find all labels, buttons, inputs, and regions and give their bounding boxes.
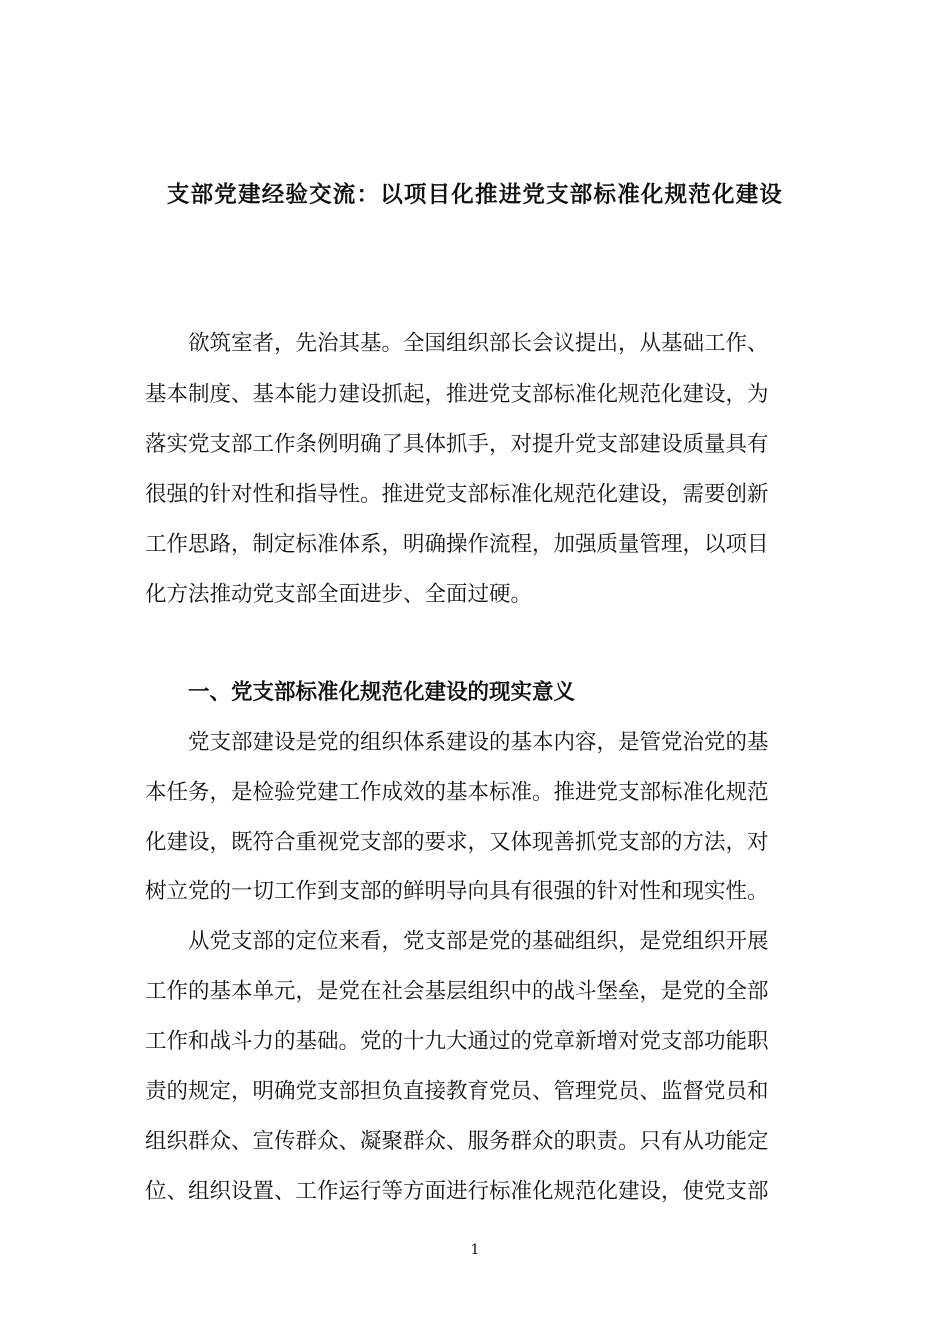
paragraph-line: 化建设，既符合重视党支部的要求，又体现善抓党支部的方法，对 [145, 830, 769, 855]
paragraph-line: 党支部建设是党的组织体系建设的基本内容，是管党治党的基 [188, 730, 769, 755]
paragraph-line: 位、组织设置、工作运行等方面进行标准化规范化建设，使党支部 [145, 1179, 769, 1204]
paragraph-line: 树立党的一切工作到支部的鲜明导向具有很强的针对性和现实性。 [145, 879, 769, 904]
intro-line: 工作思路，制定标准体系，明确操作流程，加强质量管理，以项目 [145, 532, 769, 557]
intro-line: 落实党支部工作条例明确了具体抓手，对提升党支部建设质量具有 [145, 432, 769, 457]
paragraph-line: 工作的基本单元，是党在社会基层组织中的战斗堡垒，是党的全部 [145, 979, 769, 1004]
document-title: 支部党建经验交流：以项目化推进党支部标准化规范化建设 [166, 182, 784, 208]
paragraph-line: 从党支部的定位来看，党支部是党的基础组织，是党组织开展 [188, 929, 769, 954]
intro-line: 化方法推动党支部全面进步、全面过硬。 [145, 582, 533, 607]
paragraph-line: 组织群众、宣传群众、凝聚群众、服务群众的职责。只有从功能定 [145, 1129, 769, 1154]
paragraph-line: 责的规定，明确党支部担负直接教育党员、管理党员、监督党员和 [145, 1079, 769, 1104]
page-number: 1 [470, 1242, 480, 1258]
paragraph-line: 工作和战斗力的基础。党的十九大通过的党章新增对党支部功能职 [145, 1029, 769, 1054]
intro-line: 基本制度、基本能力建设抓起，推进党支部标准化规范化建设，为 [145, 382, 769, 407]
intro-line: 很强的针对性和指导性。推进党支部标准化规范化建设，需要创新 [145, 482, 769, 507]
paragraph-line: 本任务，是检验党建工作成效的基本标准。推进党支部标准化规范 [145, 780, 769, 805]
section-heading: 一、党支部标准化规范化建设的现实意义 [188, 680, 576, 705]
intro-line: 欲筑室者，先治其基。全国组织部长会议提出，从基础工作、 [188, 331, 769, 356]
